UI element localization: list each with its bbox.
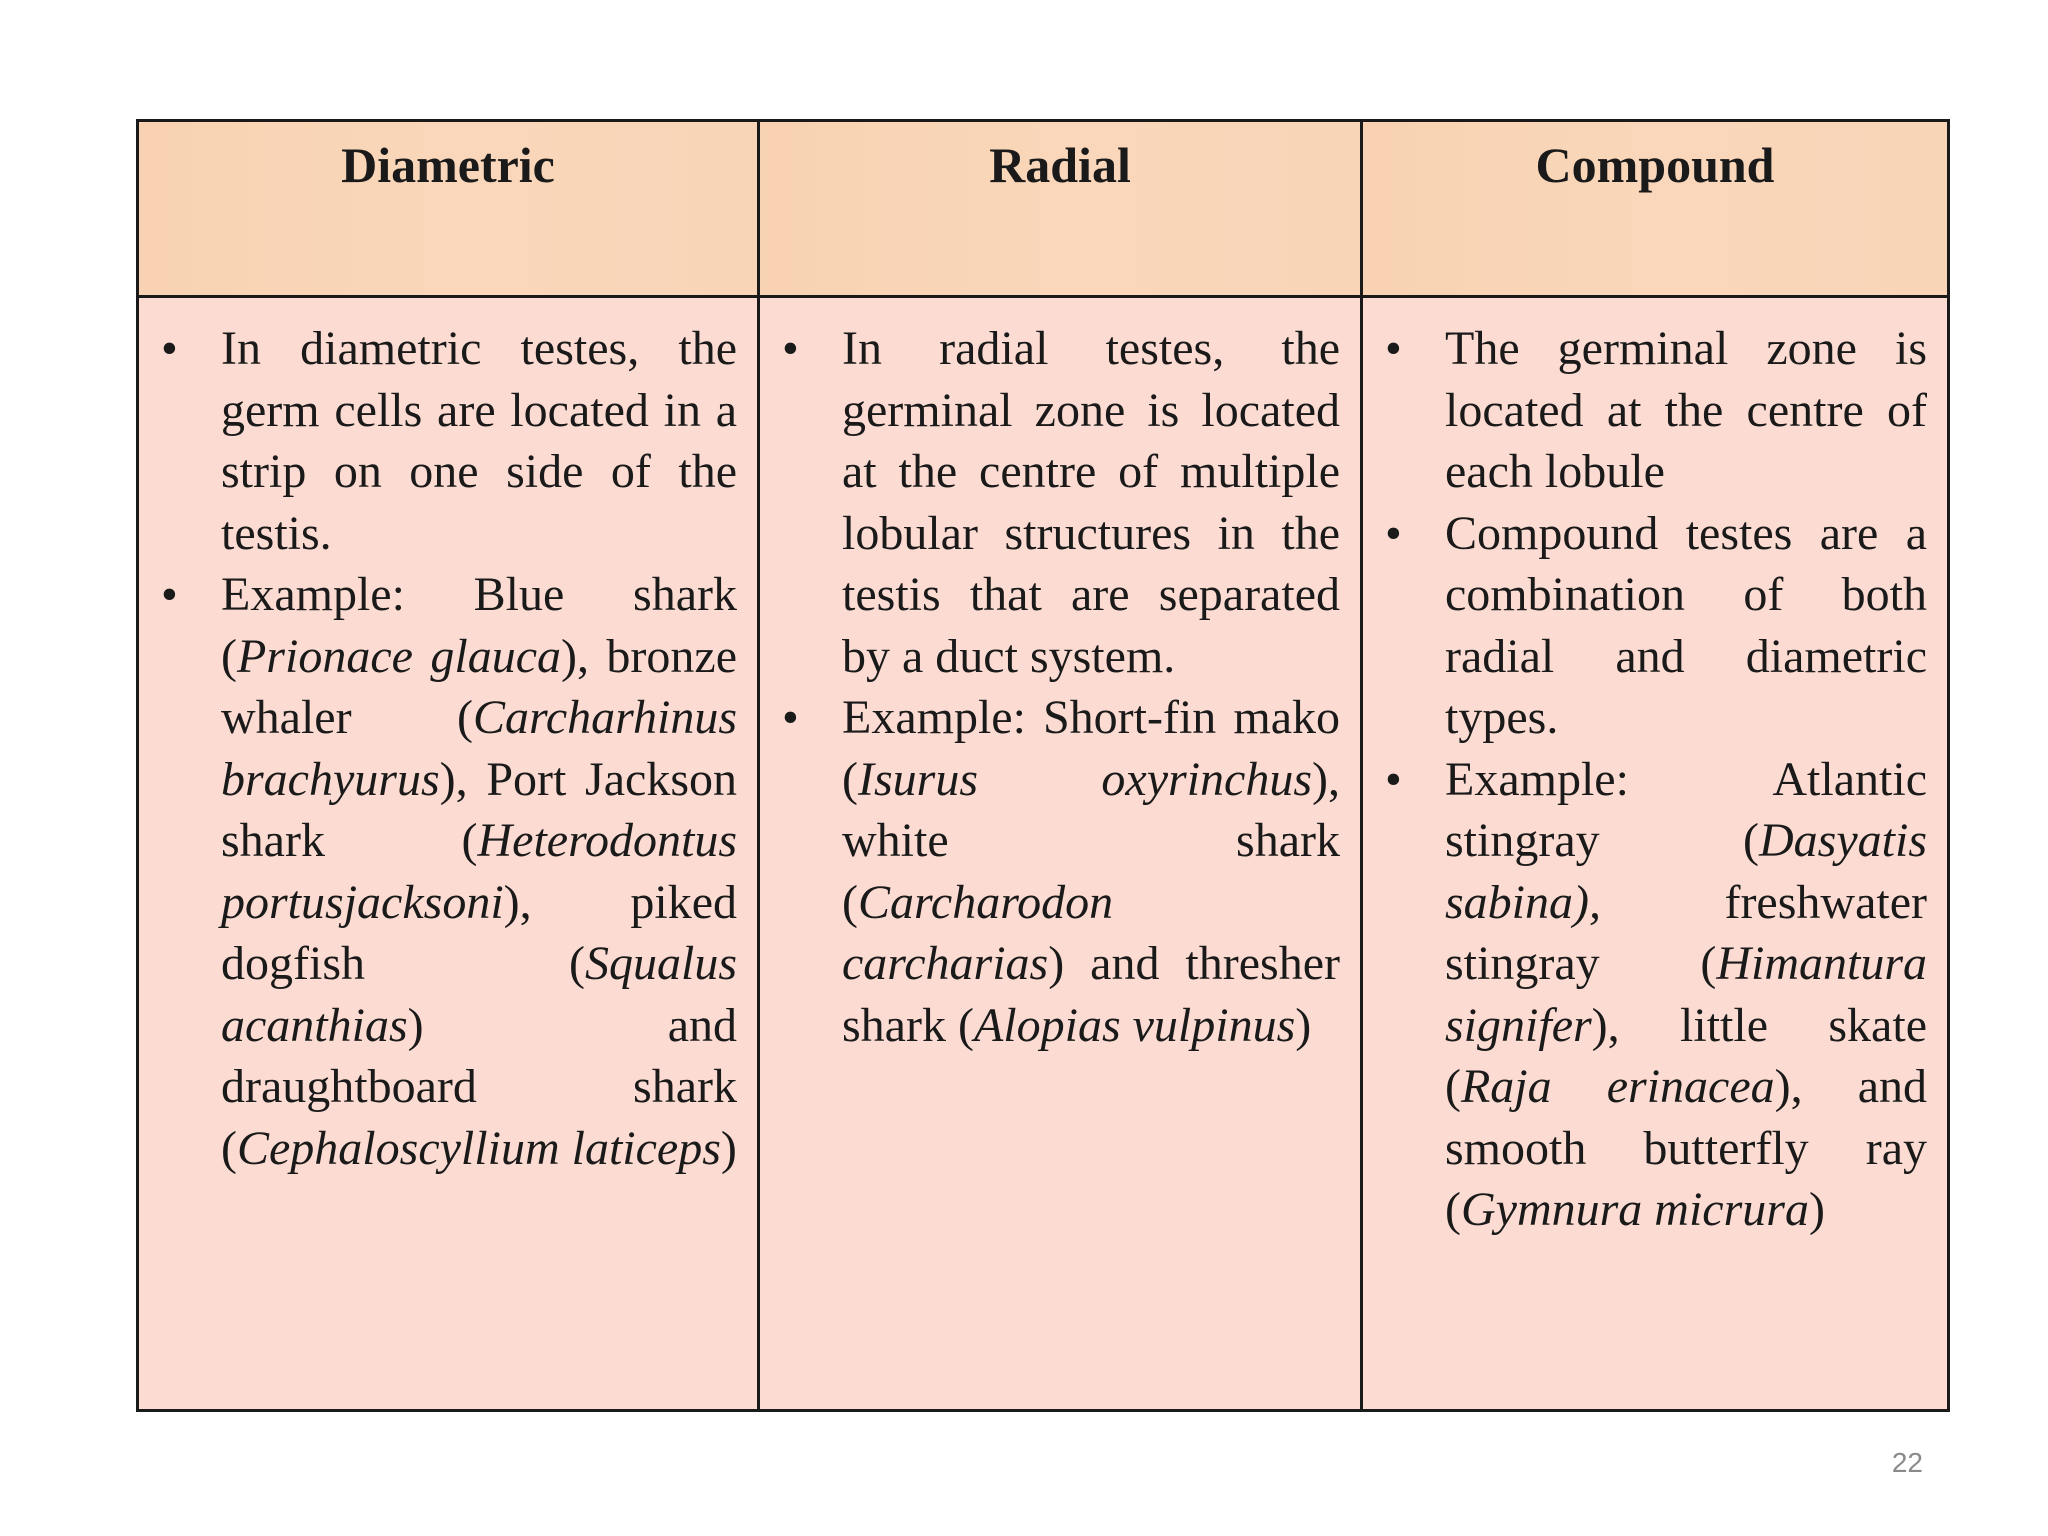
bullet-text: freshwater stingray (: [1445, 875, 1927, 990]
species-name: Prionace glauca: [236, 629, 561, 683]
species-name: Cephaloscyllium laticeps: [236, 1121, 721, 1175]
bullet-text: Example: Blue shark (: [221, 568, 737, 683]
header-compound: Compound: [1362, 121, 1949, 297]
bullet-text: The germinal zone is located at the centre of each lobule: [1445, 322, 1927, 498]
bullet-text: ), and smooth butterfly ray (: [1445, 1060, 1927, 1236]
species-name: Dasyatis sabina),: [1445, 814, 1927, 929]
header-radial: Radial: [759, 121, 1362, 297]
bullet-text: Example: Atlantic stingray (: [1445, 752, 1927, 867]
bullet-item: [1377, 503, 1927, 749]
bullet-text: ), bronze whaler (: [221, 629, 737, 744]
radial-bullet-list: [774, 318, 1340, 1056]
content-row: [138, 297, 1949, 1411]
header-row: [138, 121, 1949, 297]
bullet-item: [1377, 749, 1927, 1241]
species-name: Carcharodon carcharias: [842, 875, 1114, 990]
bullet-item: [774, 318, 1340, 687]
bullet-text: In radial testes, the germinal zone is located at the centre of multiple lobular structures in the testis that are separated by a duct system.: [842, 322, 1340, 683]
bullet-text: ), piked dogfish (: [221, 875, 737, 990]
compound-cell: [1362, 297, 1949, 1411]
header-diametric: Diametric: [138, 121, 759, 297]
bullet-text: ), Port Jackson shark (: [221, 752, 737, 867]
species-name: Heterodontus portusjacksoni: [221, 814, 737, 929]
bullet-item: [153, 318, 737, 564]
species-name: Raja erinacea: [1460, 1060, 1775, 1113]
bullet-text: ): [720, 1121, 737, 1175]
radial-cell: [759, 297, 1362, 1411]
species-name: Gymnura micrura: [1460, 1183, 1809, 1236]
species-name: Isurus oxyrinchus: [857, 752, 1313, 806]
bullet-text: In diametric testes, the germ cells are located in a strip on one side of the testis.: [221, 322, 737, 560]
bullet-item: [153, 564, 737, 1179]
species-name: Alopias vulpinus: [973, 998, 1296, 1052]
bullet-text: Example: Short-fin mako (: [842, 691, 1340, 806]
compound-bullet-list: [1377, 318, 1927, 1241]
bullet-text: Compound testes are a combination of both radial and diametric types.: [1445, 506, 1927, 744]
bullet-text: ) and draughtboard shark (: [221, 998, 737, 1175]
page-number: 22: [1891, 1447, 1923, 1478]
bullet-text: ) and thresher shark (: [842, 937, 1340, 1052]
bullet-text: ): [1808, 1183, 1825, 1236]
bullet-text: ), white shark (: [842, 752, 1340, 929]
diametric-bullet-list: [153, 318, 737, 1179]
diametric-cell: [138, 297, 759, 1411]
comparison-table: [136, 119, 1950, 1412]
species-name: Himantura signifer: [1445, 937, 1927, 1052]
species-name: Squalus acanthias: [221, 937, 737, 1052]
species-name: Carcharhinus brachyurus: [221, 691, 737, 806]
bullet-item: [774, 687, 1340, 1056]
bullet-text: ): [1295, 998, 1312, 1052]
bullet-item: [1377, 318, 1927, 503]
bullet-text: ), little skate (: [1445, 998, 1927, 1113]
